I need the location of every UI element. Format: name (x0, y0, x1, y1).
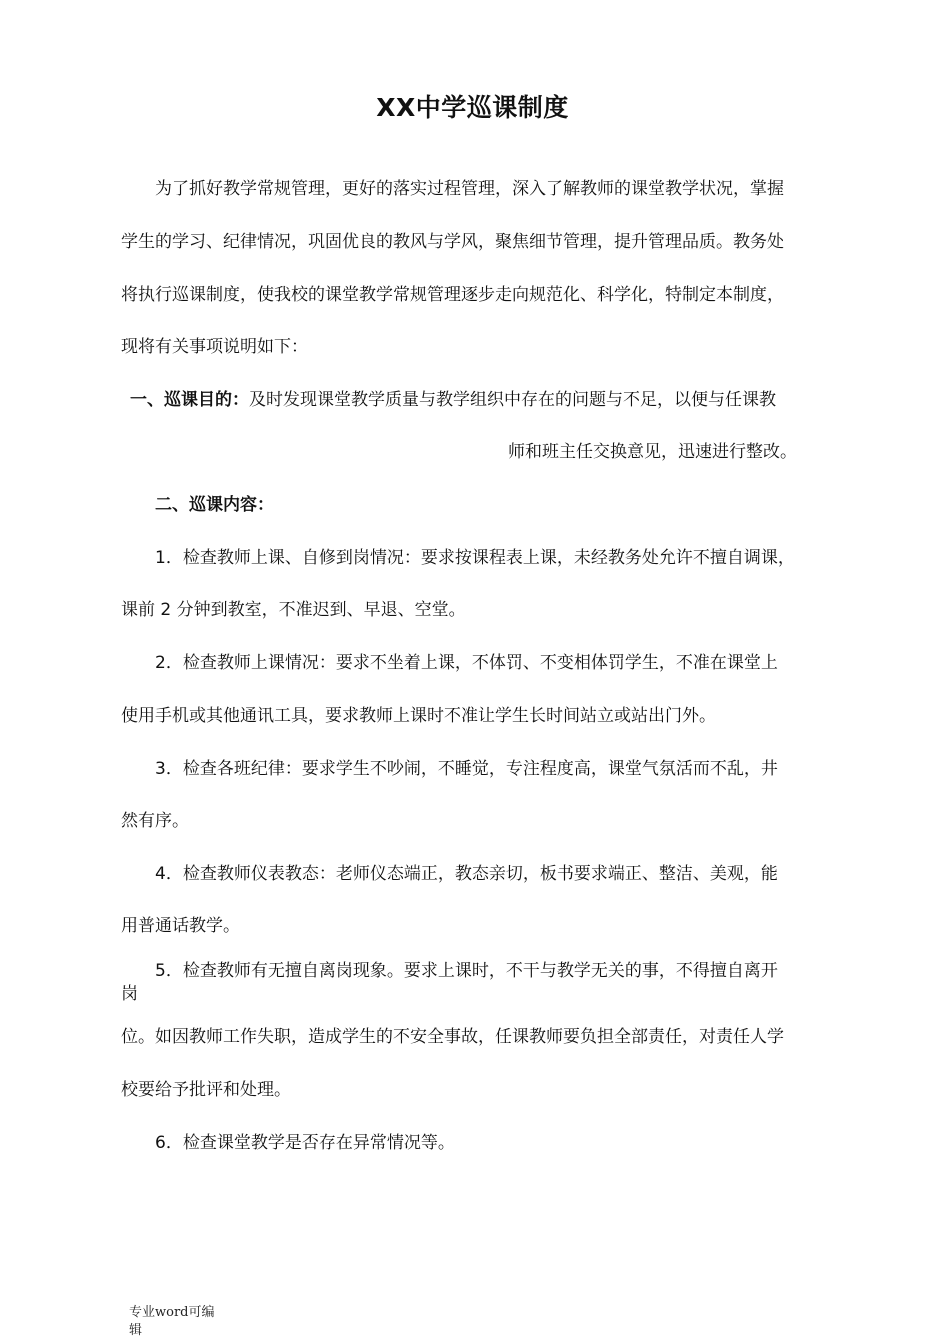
item-5-line-2: 岗 (121, 984, 138, 1004)
item-5-line-1: 5．检查教师有无擅自离岗现象。要求上课时，不干与教学无关的事，不得擅自离开 (155, 961, 778, 981)
section2-heading: 二、巡课内容： (155, 495, 274, 515)
intro-line-1: 为了抓好教学常规管理，更好的落实过程管理，深入了解教师的课堂教学状况，掌握 (155, 179, 784, 199)
intro-line-3: 将执行巡课制度，使我校的课堂教学常规管理逐步走向规范化、科学化，特制定本制度， (121, 285, 784, 305)
item-1-line-2: 课前 2 分钟到教室，不准迟到、早退、空堂。 (121, 600, 466, 620)
section1-heading: 一、巡课目的： (130, 390, 249, 410)
intro-line-2: 学生的学习、纪律情况，巩固优良的教风与学风，聚焦细节管理，提升管理品质。教务处 (121, 232, 784, 252)
item-5-line-4: 校要给予批评和处理。 (121, 1080, 291, 1100)
footer-line-1: 专业word可编 (129, 1305, 215, 1320)
document-title: XX中学巡课制度 (376, 93, 569, 122)
item-6-line-1: 6．检查课堂教学是否存在异常情况等。 (155, 1133, 455, 1153)
item-4-line-1: 4．检查教师仪表教态：老师仪态端正，教态亲切，板书要求端正、整洁、美观，能 (155, 864, 778, 884)
section1-line-2: 师和班主任交换意见，迅速进行整改。 (508, 442, 797, 462)
footer-line-2: 辑 (129, 1323, 143, 1338)
intro-line-4: 现将有关事项说明如下： (121, 337, 308, 357)
item-4-line-2: 用普通话教学。 (121, 916, 240, 936)
item-5-line-3: 位。如因教师工作失职，造成学生的不安全事故，任课教师要负担全部责任，对责任人学 (121, 1027, 784, 1047)
item-2-line-2: 使用手机或其他通讯工具，要求教师上课时不准让学生长时间站立或站出门外。 (121, 706, 716, 726)
item-3-line-1: 3．检查各班纪律：要求学生不吵闹，不睡觉，专注程度高，课堂气氛活而不乱，井 (155, 759, 778, 779)
item-2-line-1: 2．检查教师上课情况：要求不坐着上课，不体罚、不变相体罚学生，不准在课堂上 (155, 653, 778, 673)
item-1-line-1: 1．检查教师上课、自修到岗情况：要求按课程表上课，未经教务处允许不擅自调课， (155, 548, 795, 568)
section1-text-1: 及时发现课堂教学质量与教学组织中存在的问题与不足，以便与任课教 (249, 390, 776, 410)
section1-line-1 (130, 388, 776, 412)
item-3-line-2: 然有序。 (121, 811, 189, 831)
